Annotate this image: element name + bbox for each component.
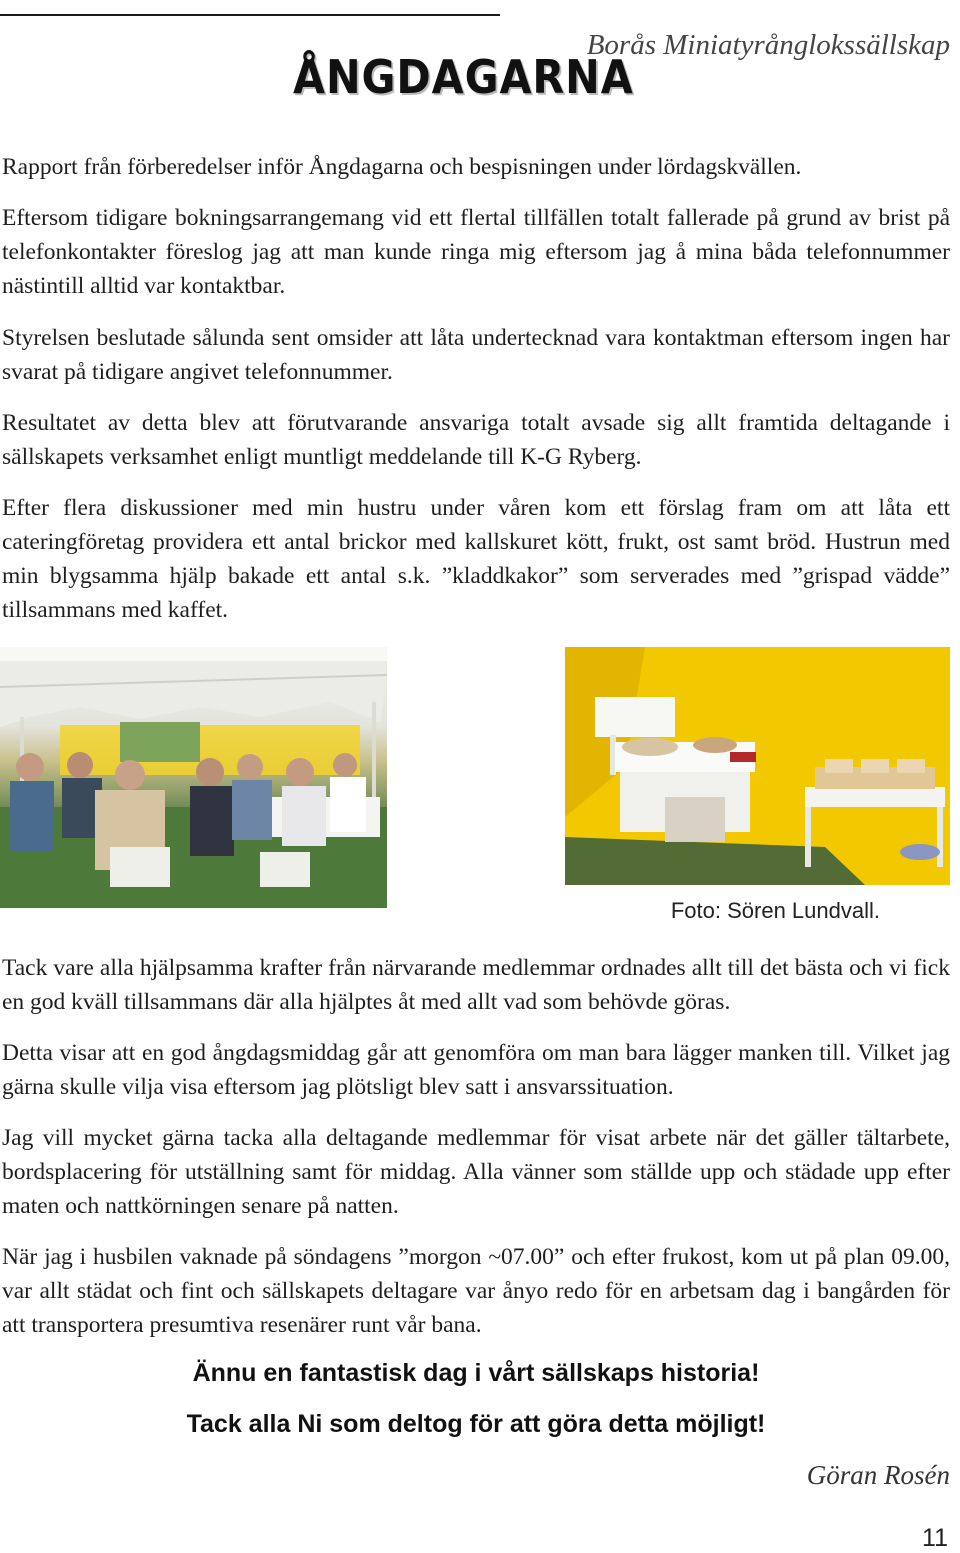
paragraph-sunday: När jag i husbilen vaknade på söndagens ”morgon ~07.00” och efter frukost, kom ut på plan 09.00, var allt städat och fint och sällskapets deltagare var ånyo redo för en arbetsam dag i bangården för att transportera presumtiva resenärer runt vår bana. bbox=[2, 1244, 950, 1338]
page-number: 11 bbox=[922, 1524, 948, 1552]
paragraph-thanks-members: Jag vill mycket gärna tacka alla deltagande medlemmar för visat arbete när det gäller tältarbete, bordsplacering för utställning samt för middag. Alla vänner som ställde upp och städade upp efter maten och nattkörningen senare på natten. bbox=[2, 1125, 950, 1219]
paragraph-intro: Rapport från förberedelser inför Ångdagarna och bespisningen under lördagskvällen. bbox=[2, 154, 802, 180]
author-signature: Göran Rosén bbox=[806, 1460, 950, 1490]
buffet-tent-photo bbox=[565, 647, 950, 885]
paragraph-booking: Eftersom tidigare bokningsarrangemang vid ett flertal tillfällen totalt fallerade på grund av brist på telefonkontakter föreslog jag att man kunde ringa mig eftersom jag å mina båda telefonnummer nästintill alltid var kontaktbar. bbox=[2, 205, 950, 299]
closing-line-1: Ännu en fantastisk dag i vårt sällskaps historia! bbox=[192, 1359, 760, 1387]
dinner-tent-illustration bbox=[0, 647, 387, 908]
organization-name: Borås Miniatyrånglokssällskap bbox=[586, 29, 950, 61]
dinner-tent-photo bbox=[0, 647, 387, 908]
article-title: ÅNGDAGARNA bbox=[293, 50, 634, 104]
paragraph-board: Styrelsen beslutade sålunda sent omsider att låta undertecknad vara kontaktman eftersom ingen har svarat på tidigare angivet telefonnummer. bbox=[2, 325, 950, 385]
paragraph-thanks-evening: Tack vare alla hjälpsamma krafter från närvarande medlemmar ordnades allt till det bästa och vi fick en god kväll tillsammans där alla hjälptes åt med allt vad som behövde göras. bbox=[2, 955, 950, 1015]
paragraph-catering: Efter flera diskussioner med min hustru under våren kom ett förslag fram om att låta ett cateringföretag providera ett antal brickor med kallskuret kött, frukt, ost samt bröd. Hustrun med min blygsamma hjälp bakade ett antal s.k. ”kladdkakor” som serverades med ”grispad vädde” tillsammans med kaffet. bbox=[2, 495, 950, 623]
paragraph-dinner: Detta visar att en god ångdagsmiddag går att genomföra om man bara lägger manken till. Vilket jag gärna skulle vilja visa eftersom jag plötsligt blev satt i ansvarssituation. bbox=[2, 1040, 950, 1100]
closing-line-2: Tack alla Ni som deltog för att göra detta möjligt! bbox=[186, 1410, 766, 1438]
header-rule bbox=[0, 14, 500, 16]
buffet-illustration bbox=[565, 647, 950, 885]
paragraph-result: Resultatet av detta blev att förutvarande ansvariga totalt avsade sig allt framtida deltagande i sällskapets verksamhet enligt muntligt meddelande till K-G Ryberg. bbox=[2, 410, 950, 470]
photo-caption: Foto: Sören Lundvall. bbox=[670, 898, 880, 923]
